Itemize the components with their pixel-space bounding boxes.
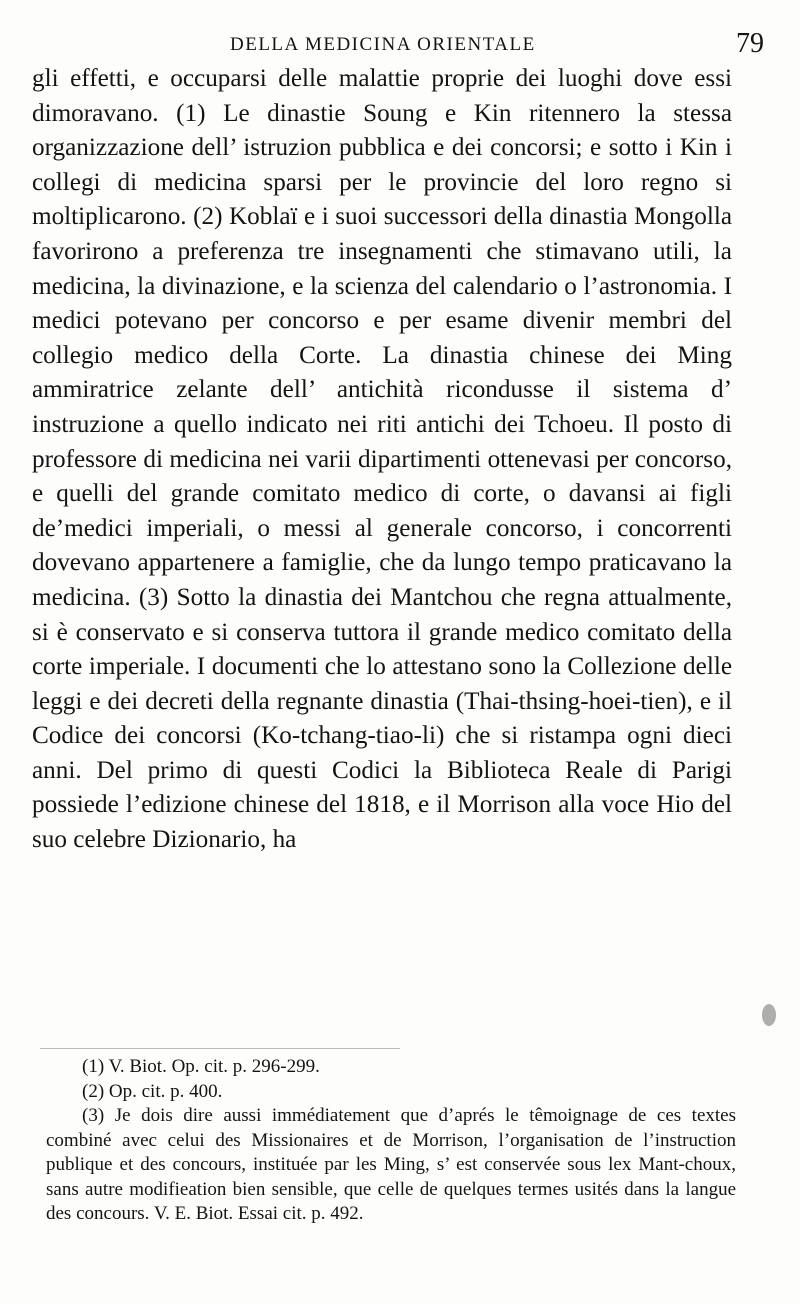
footnote-number: (3) [82, 1105, 105, 1126]
footnotes [46, 1055, 736, 1227]
page-header [30, 30, 764, 62]
footnote-2 [46, 1080, 736, 1105]
footnote-1 [46, 1055, 736, 1080]
footnote-number: (1) [82, 1056, 105, 1077]
running-title: DELLA MEDICINA ORIENTALE [230, 34, 536, 55]
footnote-text: Je dois dire aussi immédiatement que d’aprés le têmoignage de ces textes combiné avec celui des Missionaires et de Morrison, l’organisation de l’instruction publique et des concours, instituée par les Ming, s’ est conservée sous lex Mant-choux, sans autre modifieation bien sensible, que celle de quelques termes usités dans la langue des concours. V. E. Biot. Essai cit. p. 492. [46, 1105, 737, 1224]
footnote-number: (2) [82, 1080, 105, 1102]
footnote-rule [40, 1048, 400, 1049]
main-text [32, 62, 732, 858]
footnote-3 [46, 1104, 736, 1227]
page-number: 79 [736, 28, 764, 59]
body-paragraph: gli effetti, e occuparsi delle malattie proprie dei luoghi dove essi dimoravano. (1) Le dinastie Soung e Kin ritennero la stessa organizzazione dell’ istruzion pubblica e dei concorsi; e sotto i Kin i collegi di medicina sparsi per le provincie del loro regno si moltiplicarono. (2) Koblaï e i suoi successori della dinastia Mongolla favorirono a preferenza tre insegnamenti che stimavano utili, la medicina, la divinazione, e la scienza del calendario o l’astronomia. I medici potevano per concorso e per esame divenir membri del collegio medico della Corte. La dinastia chinese dei Ming ammiratrice zelante dell’ antichità ricondusse il sistema d’ instruzione a quello indicato nei riti antichi dei Tchoeu. Il posto di professore di medicina nei varii dipartimenti ottenevasi per concorso, e quelli del grande comitato medico di corte, o davansi ai figli de’medici imperiali, o messi al generale concorso, i concorrenti dovevano appartenere a famiglie, che da lungo tempo praticavano la medicina. (3) Sotto la dinastia dei Mantchou che regna attualmente, si è conservato e si conserva tuttora il grande medico comitato della corte imperiale. I documenti che lo attestano sono la Collezione delle leggi e dei decreti della regnante dinastia (Thai-thsing-hoei-tien), e il Codice dei concorsi (Ko-tchang-tiao-li) che si ristampa ogni dieci anni. Del primo di questi Codici la Biblioteca Reale di Parigi possiede l’edizione chinese del 1818, e il Morrison alla voce Hio del suo celebre Dizionario, ha [32, 65, 732, 854]
footnote-text: V. Biot. Op. cit. p. 296-299. [108, 1056, 320, 1077]
ink-smudge [762, 1004, 776, 1026]
footnote-text: Op. cit. p. 400. [108, 1080, 223, 1102]
